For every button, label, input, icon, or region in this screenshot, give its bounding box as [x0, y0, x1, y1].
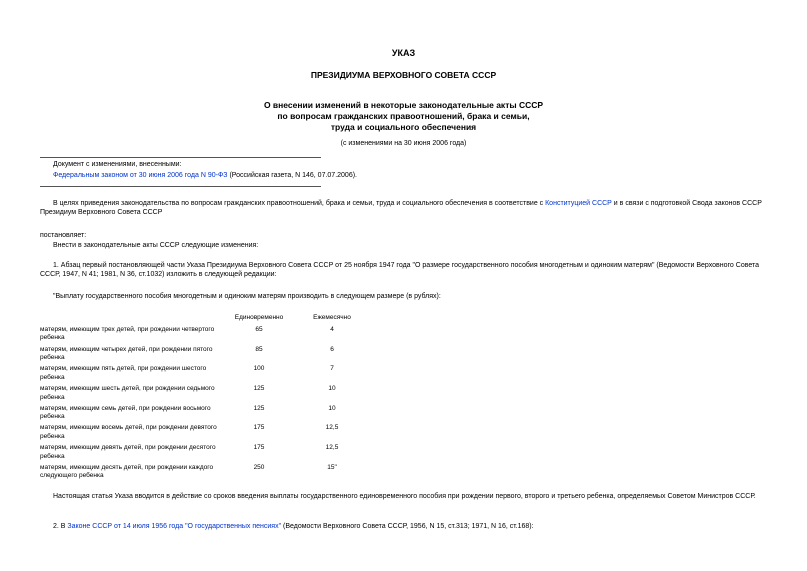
row-one-time: 175 [253, 424, 265, 432]
row-one-time: 85 [255, 345, 263, 353]
table-row [40, 424, 366, 444]
table-header-monthly: Ежемесячно [313, 314, 351, 321]
constitution-link[interactable]: Конституцией СССР [545, 200, 612, 207]
benefits-table [40, 314, 366, 484]
row-category: матерям, имеющим шесть детей, при рождении седьмого ребенка [40, 385, 215, 401]
intro-paragraph: Внести в законодательные акты СССР следующие изменения: [53, 242, 259, 249]
preamble-paragraph [40, 200, 775, 218]
row-monthly: 6 [330, 345, 334, 353]
item-1-paragraph: 1. Абзац первый постановляющей части Указа Президиума Верховного Совета СССР от 25 ноября 1947 года "О размере государственного пособия многодетным и одиноким матерям" (Ведомости Верховного Совета СССР, 1947, N 41; 1981, N 36, ст.1032) изложить в следующей редакции: [40, 262, 760, 278]
row-category: матерям, имеющим десять детей, при рождении каждого следующего ребенка [40, 463, 214, 480]
amending-law-link[interactable]: Федеральным законом от 30 июня 2006 года N 90-ФЗ [53, 172, 228, 179]
row-monthly: 4 [330, 326, 334, 333]
table-header-category [40, 314, 220, 326]
row-monthly: 10 [328, 404, 336, 412]
row-category: матерям, имеющим восемь детей, при рождении девятого ребенка [40, 424, 217, 440]
subject-line-2: по вопросам гражданских правоотношений, брака и семьи, [277, 111, 530, 121]
row-category: матерям, имеющим четырех детей, при рождении пятого ребенка [40, 345, 213, 362]
item-2-prefix: 2. В [53, 523, 68, 530]
row-one-time: 125 [253, 385, 265, 393]
row-one-time: 125 [253, 404, 265, 412]
decree-word: постановляет: [40, 232, 87, 239]
row-monthly: 12,5 [325, 444, 339, 452]
amendments-line [53, 172, 357, 181]
row-one-time: 100 [253, 365, 265, 373]
row-category: матерям, имеющим трех детей, при рождении четвертого ребенка [40, 326, 215, 342]
row-category: матерям, имеющим девять детей, при рождении десятого ребенка [40, 444, 216, 460]
divider-top [40, 157, 321, 158]
table-header-one-time: Единовременно [234, 314, 284, 321]
table-header-row [40, 314, 366, 326]
amending-law-source: (Российская газета, N 146, 07.07.2006). [227, 172, 357, 179]
effective-clause: Настоящая статья Указа вводится в действие со сроков введения выплаты государственного единовременного пособия при рождении первого, второго и третьего ребенка, определяемых Советом Министров СССР. [53, 493, 756, 500]
row-category: матерям, имеющим пять детей, при рождении шестого ребенка [40, 365, 207, 381]
subject-line-1: О внесении изменений в некоторые законодательные акты СССР [263, 100, 544, 110]
row-category: матерям, имеющим семь детей, при рождении восьмого ребенка [40, 404, 211, 421]
row-monthly: 12,5 [325, 424, 339, 432]
table-row [40, 365, 366, 385]
table-row [40, 464, 366, 484]
pensions-law-link[interactable]: Законе СССР от 14 июля 1956 года "О государственных пенсиях" [67, 523, 282, 530]
row-monthly: 7 [330, 365, 334, 373]
row-one-time: 250 [253, 463, 265, 471]
subject-line-3: труда и социального обеспечения [330, 122, 477, 132]
quote-intro: "Выплату государственного пособия многодетным и одиноким матерям производить в следующем размере (в рублях): [53, 293, 441, 300]
document-issuer: ПРЕЗИДИУМА ВЕРХОВНОГО СОВЕТА СССР [310, 70, 497, 80]
table-row [40, 405, 366, 425]
item-2-paragraph [53, 523, 534, 532]
document-type-title: УКАЗ [391, 48, 416, 58]
item-2-source: (Ведомости Верховного Совета СССР, 1956, N 15, ст.313; 1971, N 16, ст.168): [281, 523, 534, 530]
row-one-time: 175 [253, 444, 265, 452]
row-monthly: 10 [328, 385, 336, 393]
amendments-label: Документ с изменениями, внесенными: [53, 161, 182, 168]
preamble-text-after: и в связи с подготовкой Свода законов СССР Президиум Верховного Совета СССР [40, 200, 762, 216]
document-subject [0, 100, 807, 133]
table-row [40, 385, 366, 405]
revision-note: (с изменениями на 30 июня 2006 года) [340, 140, 467, 147]
row-monthly: 15" [327, 463, 337, 471]
row-one-time: 65 [255, 326, 263, 333]
divider-bottom [40, 186, 321, 187]
table-row [40, 326, 366, 346]
table-row [40, 346, 366, 366]
preamble-text-before: В целях приведения законодательства по вопросам гражданских правоотношений, брака и семьи, труда и социального обеспечения в соответствие с [53, 200, 546, 207]
table-row [40, 444, 366, 464]
